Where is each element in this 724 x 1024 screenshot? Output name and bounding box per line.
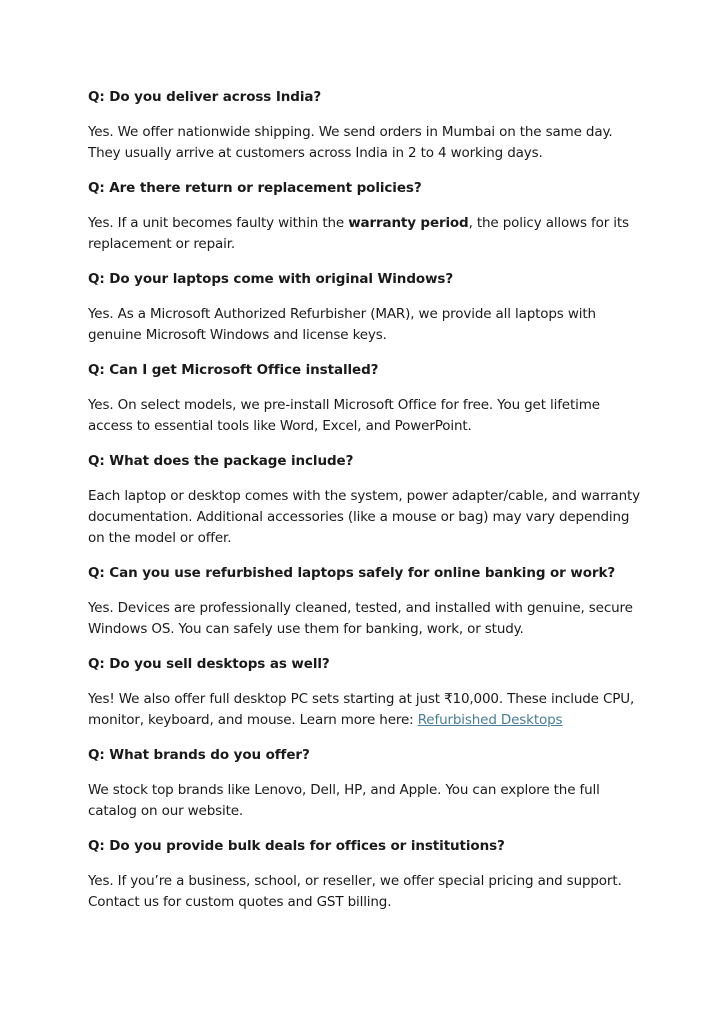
answer-text-start: Yes. If a unit becomes faulty within the — [88, 215, 349, 231]
faq-item-returns — [88, 178, 648, 255]
faq-item-windows — [88, 269, 648, 346]
question-heading: Q: What does the package include? — [88, 453, 354, 469]
question-heading: Q: Do your laptops come with original Windows? — [88, 271, 454, 287]
question-heading: Q: What brands do you offer? — [88, 747, 310, 763]
answer-text-end: , the policy allows for its replacement or repair. — [88, 215, 629, 252]
question-heading: Q: Can I get Microsoft Office installed? — [88, 362, 379, 378]
faq-item-desktops — [88, 654, 648, 731]
answer-text: Yes. If you’re a business, school, or reseller, we offer special pricing and support. Contact us for custom quotes and GST billing. — [88, 873, 622, 910]
answer-text: Yes. Devices are professionally cleaned, tested, and installed with genuine, secure Windows OS. You can safely use them for banking, work, or study. — [88, 600, 633, 637]
answer-text: Each laptop or desktop comes with the system, power adapter/cable, and warranty documentation. Additional accessories (like a mouse or bag) may vary depending on the model or offer. — [88, 488, 640, 546]
question-heading: Q: Do you sell desktops as well? — [88, 656, 330, 672]
faq-item-delivery — [88, 87, 648, 164]
refurbished-desktops-link[interactable]: Refurbished Desktops — [417, 712, 563, 728]
question-heading: Q: Are there return or replacement policies? — [88, 180, 422, 196]
answer-text-start: Yes! We also offer full desktop PC sets starting at just ₹10,000. These include CPU, monitor, keyboard, and mouse. Learn more here: — [88, 691, 635, 728]
answer-text — [88, 689, 648, 731]
answer-text — [88, 213, 648, 255]
question-heading: Q: Can you use refurbished laptops safely for online banking or work? — [88, 565, 616, 581]
answer-text: Yes. As a Microsoft Authorized Refurbisher (MAR), we provide all laptops with genuine Microsoft Windows and license keys. — [88, 306, 596, 343]
faq-document — [88, 87, 648, 927]
faq-item-office — [88, 360, 648, 437]
answer-text: Yes. On select models, we pre-install Microsoft Office for free. You get lifetime access to essential tools like Word, Excel, and PowerPoint. — [88, 397, 600, 434]
answer-text: We stock top brands like Lenovo, Dell, HP, and Apple. You can explore the full catalog on our website. — [88, 782, 600, 819]
faq-item-brands — [88, 745, 648, 822]
question-heading: Q: Do you deliver across India? — [88, 89, 322, 105]
faq-item-package — [88, 451, 648, 549]
question-heading: Q: Do you provide bulk deals for offices or institutions? — [88, 838, 505, 854]
faq-item-bulk — [88, 836, 648, 913]
answer-emphasis: warranty period — [348, 215, 469, 231]
answer-text: Yes. We offer nationwide shipping. We send orders in Mumbai on the same day. They usually arrive at customers across India in 2 to 4 working days. — [88, 124, 613, 161]
faq-item-safety — [88, 563, 648, 640]
